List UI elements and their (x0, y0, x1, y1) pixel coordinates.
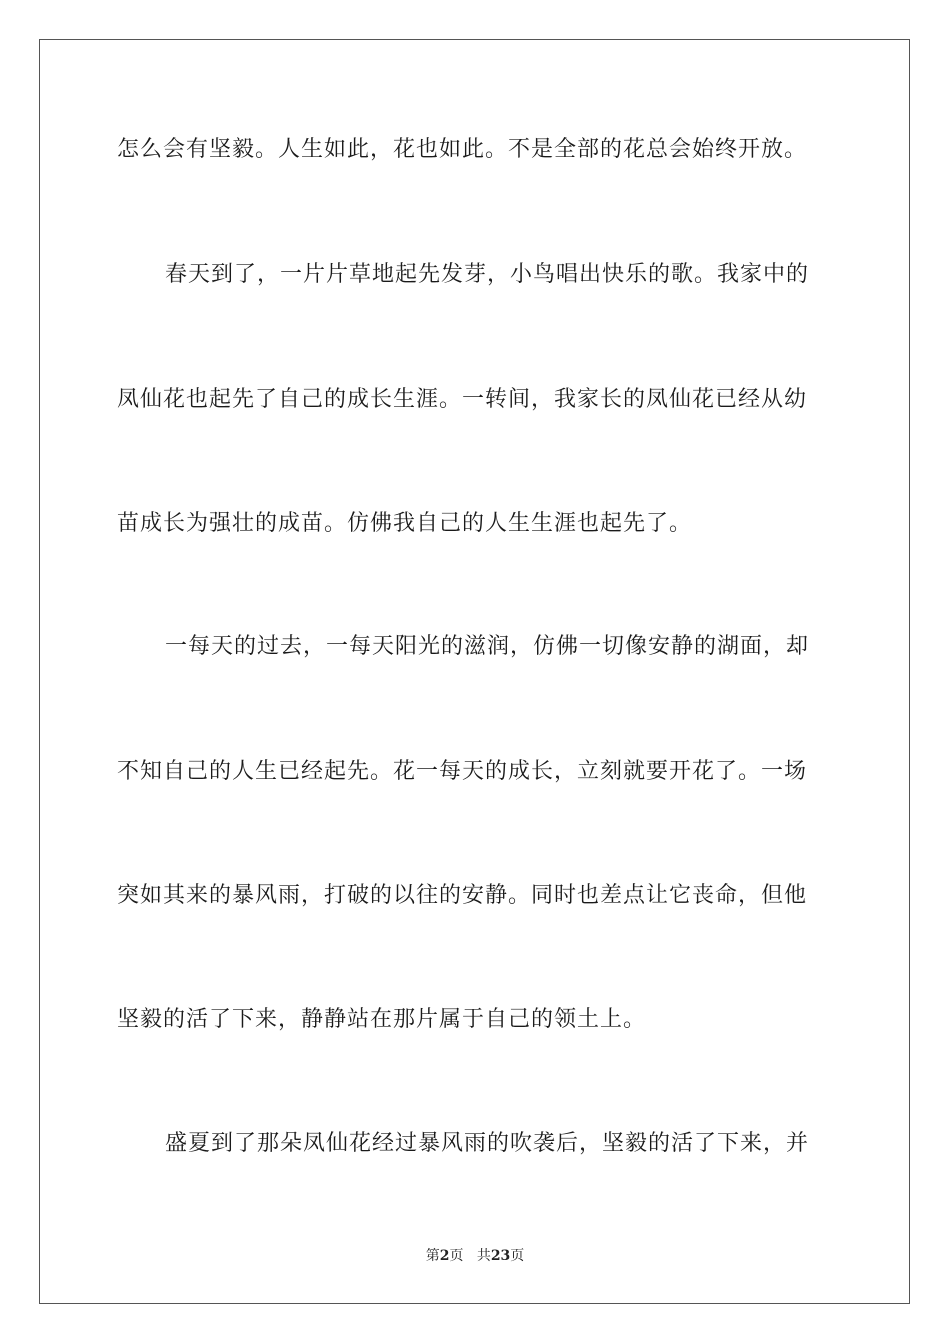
page-footer (0, 1247, 950, 1265)
text-line: 苗成长为强壮的成苗。仿佛我自己的人生生涯也起先了。 (117, 511, 693, 536)
page-label-suffix: 页 (449, 1248, 464, 1264)
text-line: 坚毅的活了下来，静静站在那片属于自己的领土上。 (117, 1007, 647, 1032)
total-pages: 23 (490, 1248, 511, 1264)
page-label-prefix: 第 (425, 1248, 440, 1264)
paragraph-start-line: 盛夏到了那朵凤仙花经过暴风雨的吹袭后，坚毅的活了下来，并 (165, 1131, 810, 1156)
text-line: 凤仙花也起先了自己的成长生涯。一转间，我家长的凤仙花已经从幼 (117, 387, 808, 412)
total-label-prefix: 共 (476, 1248, 491, 1264)
paragraph-start-line: 一每天的过去，一每天阳光的滋润，仿佛一切像安静的湖面，却 (165, 634, 810, 659)
paragraph-start-line: 春天到了，一片片草地起先发芽，小鸟唱出快乐的歌。我家中的 (165, 262, 810, 287)
page-border (39, 39, 910, 1304)
text-line: 突如其来的暴风雨，打破的以往的安静。同时也差点让它丧命，但他 (117, 883, 808, 908)
total-label-suffix: 页 (510, 1248, 525, 1264)
text-line: 不知自己的人生已经起先。花一每天的成长，立刻就要开花了。一场 (117, 759, 808, 784)
text-line: 怎么会有坚毅。人生如此，花也如此。不是全部的花总会始终开放。 (117, 137, 808, 162)
page-number: 2 (439, 1248, 450, 1264)
